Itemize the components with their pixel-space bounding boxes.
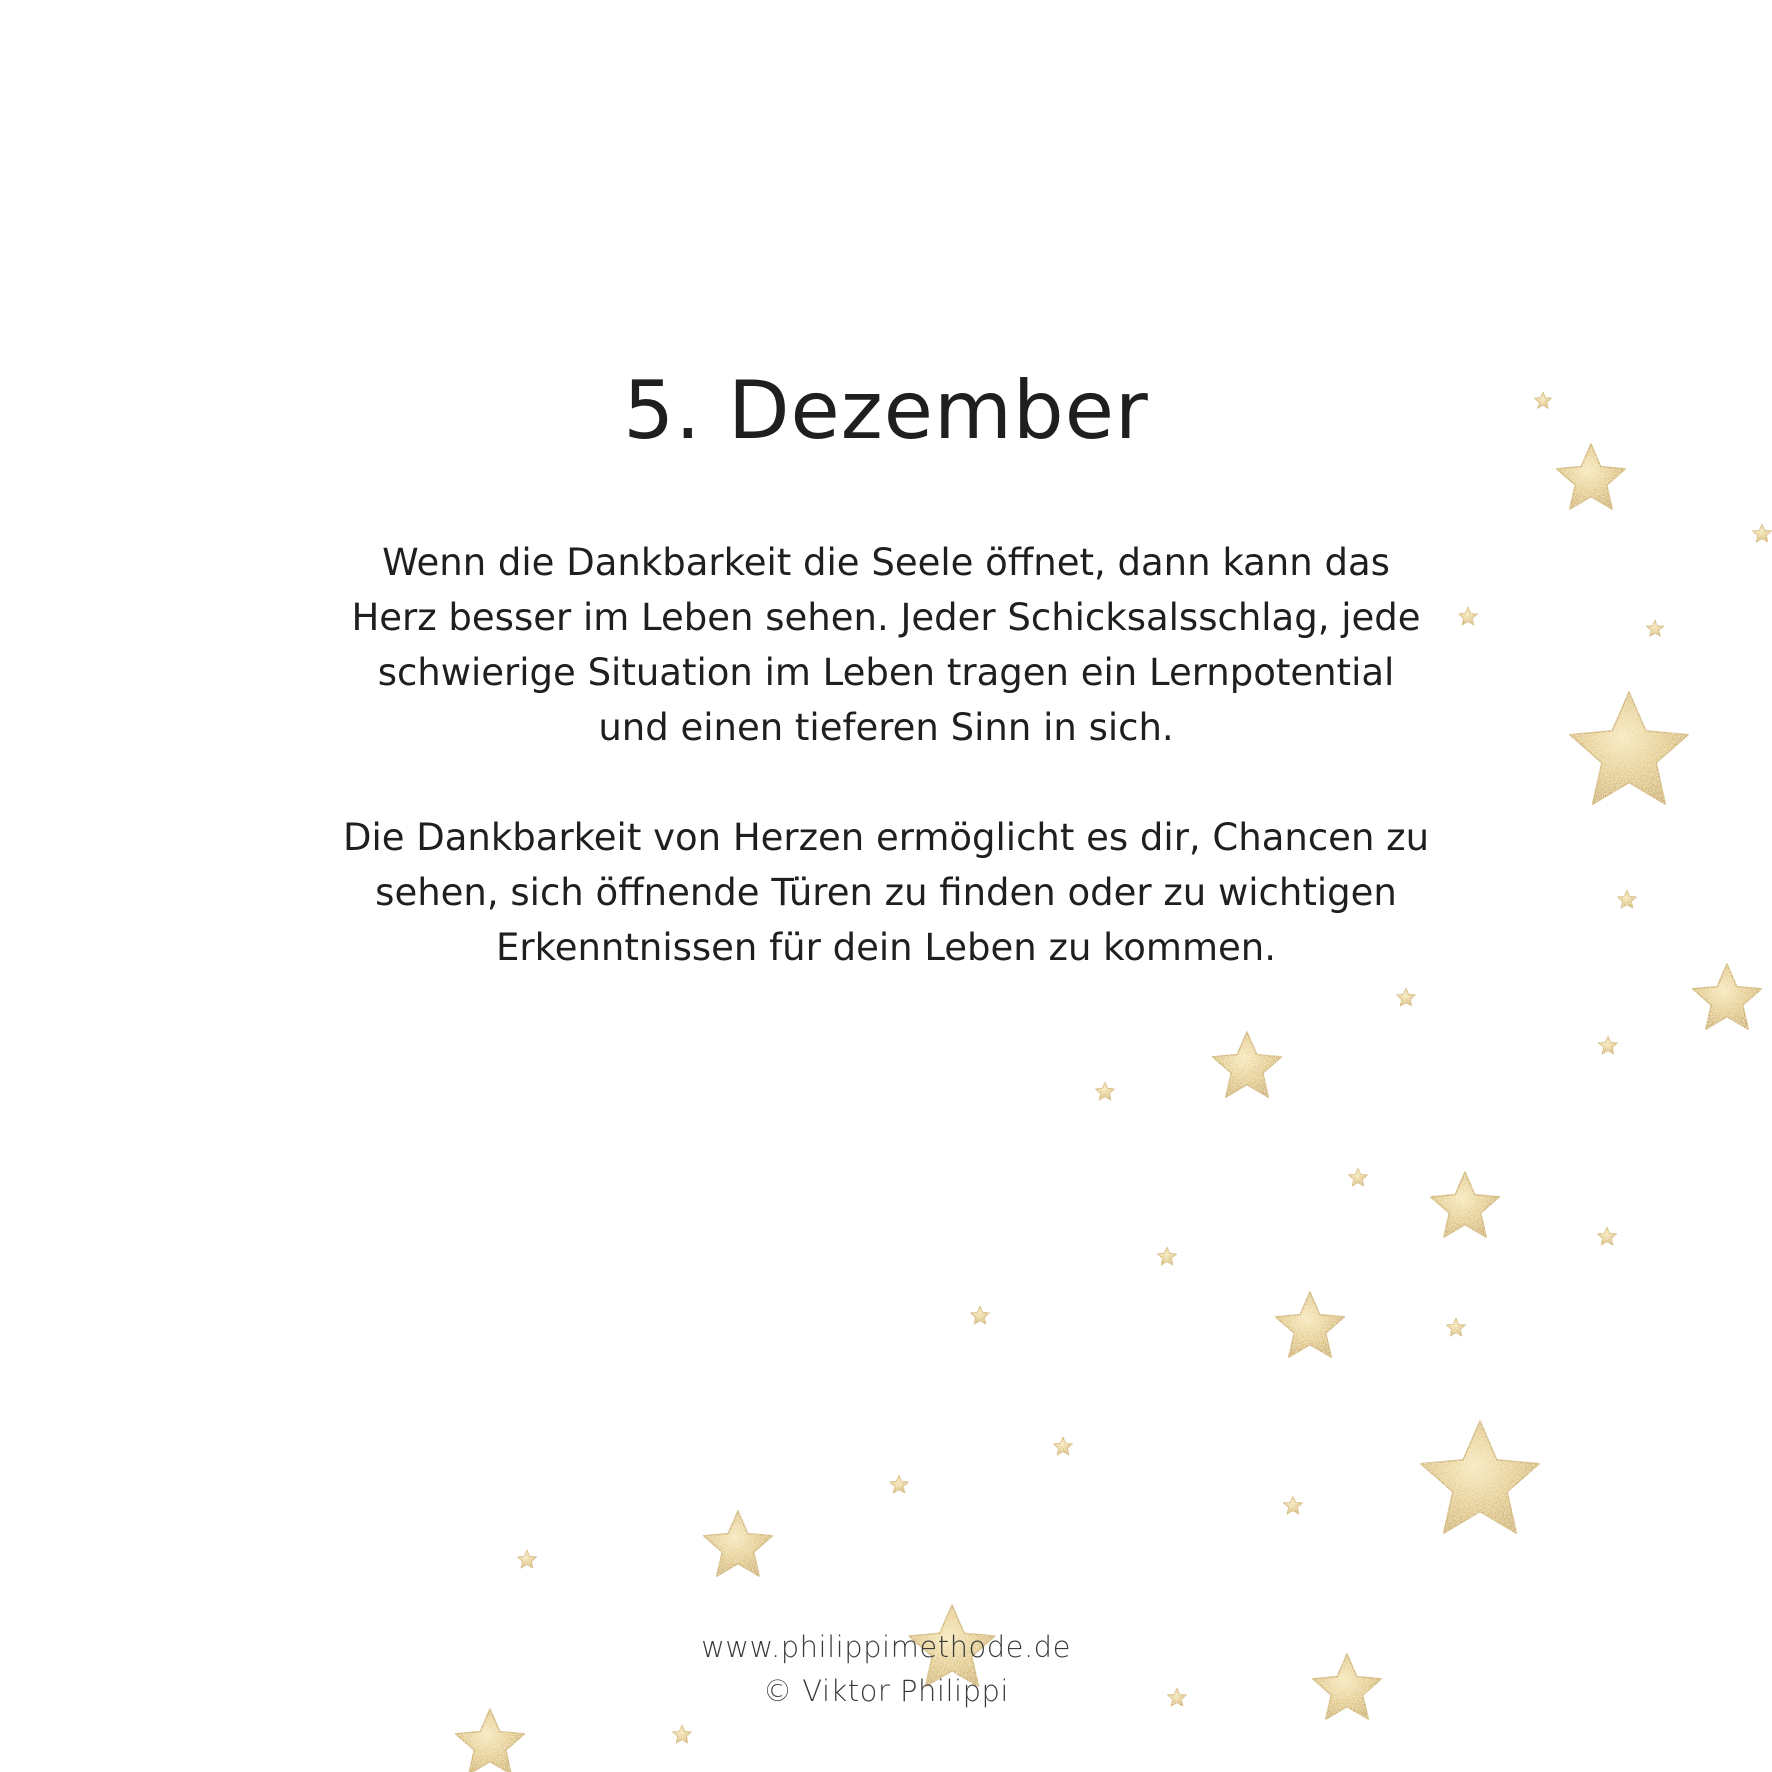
website-link[interactable]: www.philippimethode.de [701,1630,1071,1664]
paragraph-line: Wenn die Dankbarkeit die Seele öffnet, dann kann das [382,541,1390,584]
gold-glitter-star-icon [1431,1172,1499,1237]
gold-glitter-star-icon [1096,1082,1115,1100]
gold-glitter-star-icon [518,1550,537,1568]
gold-glitter-star-icon [890,1475,909,1493]
gold-glitter-star-icon [1570,692,1688,804]
paragraph-line: schwierige Situation im Leben tragen ein Lernpotential [377,651,1395,694]
gold-glitter-star-icon [704,1511,772,1576]
paragraph-gratitude-soul [286,535,1486,755]
gold-glitter-star-icon [1618,890,1637,908]
paragraph-gratitude-chances [286,810,1486,975]
paragraph-line: Herz besser im Leben sehen. Jeder Schicksalsschlag, jede [351,596,1421,639]
gold-glitter-star-icon [1693,964,1761,1029]
gold-glitter-star-icon [673,1725,692,1743]
gold-glitter-star-icon [1054,1437,1073,1455]
gold-glitter-star-icon [1276,1292,1344,1357]
footer [0,1625,1772,1713]
gold-glitter-star-icon [1284,1496,1303,1514]
gold-glitter-star-icon [1397,988,1416,1006]
gold-glitter-star-icon [1599,1036,1618,1054]
main-content [286,365,1486,975]
gold-glitter-star-icon [1213,1032,1281,1097]
gold-glitter-star-icon [1349,1168,1368,1186]
gold-glitter-star-icon [971,1306,990,1324]
gold-glitter-star-icon [456,1709,524,1772]
page-title: 5. Dezember [623,364,1149,457]
paragraph-line: und einen tieferen Sinn in sich. [598,706,1174,749]
gold-glitter-star-icon [1646,620,1663,636]
paragraph-line: sehen, sich öffnende Türen zu finden oder zu wichtigen [375,871,1397,914]
gold-glitter-star-icon [1447,1318,1466,1336]
gold-glitter-star-icon [1421,1421,1539,1533]
paragraph-line: Erkenntnissen für dein Leben zu kommen. [496,926,1276,969]
gold-glitter-star-icon [1753,524,1772,542]
gold-glitter-star-icon [1557,444,1625,509]
gold-glitter-star-icon [1158,1247,1177,1265]
copyright-text: © Viktor Philippi [763,1674,1009,1708]
paragraph-line: Die Dankbarkeit von Herzen ermöglicht es dir, Chancen zu [342,816,1430,859]
gold-glitter-star-icon [1598,1227,1617,1245]
gold-glitter-star-icon [1534,392,1551,408]
